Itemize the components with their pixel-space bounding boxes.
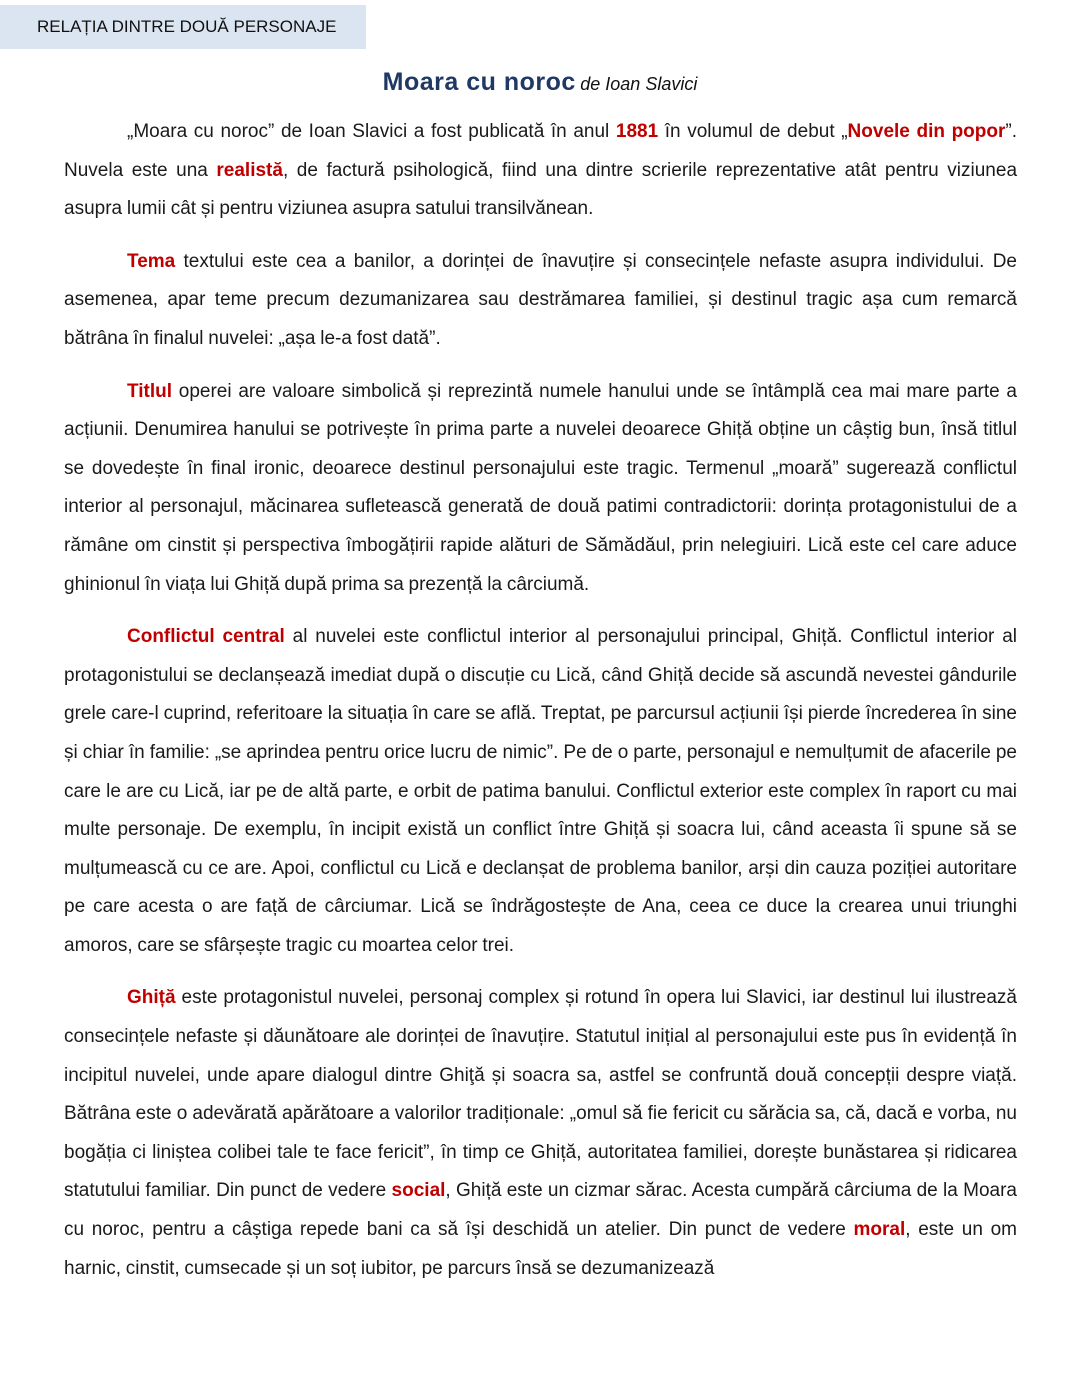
paragraph-text: operei are valoare simbolică și reprezintă numele hanului unde se întâmplă cea mai mare parte a acțiunii. Denumirea hanului se potrivește în prima parte a nuvelei deoarece Ghiță obține un câștig bun, însă titlul se dovedește în final ironic, deoarece destinul personajului este tragic. Termenul „moară” sugerează conflictul interior al personajul, măcinarea sufletească generată de două patimi contradictorii: dorința protagonistului de a rămâne om cinstit și perspectiva îmbogățirii rapide alături de Sămădăul, prin nelegiuiri. Lică este cel care aduce ghinionul în viața lui Ghiță după prima sa prezență la cârciumă. [64,380,1017,595]
highlighted-term: Conflictul central [127,626,285,648]
highlighted-term: social [391,1180,446,1202]
highlighted-term: Tema [127,250,176,272]
body-paragraph [64,113,1017,229]
paragraph-text: „Moara cu noroc” de Ioan Slavici a fost publicată în anul [127,121,616,142]
paragraph-text: , Ghiță este un cizmar sărac. Acesta cumpără cârciuma de la Moara cu noroc, pentru a câștiga repede bani ca să își deschidă un atelier. Din punct de vedere [64,1180,1017,1241]
paragraph-text: , este un om harnic, cinstit, cumsecade și un soț iubitor, pe parcurs însă se dezumanizează [64,1219,1017,1279]
body-paragraph [64,243,1017,359]
work-author: de Ioan Slavici [580,74,698,94]
paragraph-text: textului este cea a banilor, a dorinței de înavuțire și consecințele nefaste asupra individului. De asemenea, apar teme precum dezumanizarea sau destrămarea familiei, și destinul tragic așa cum remarcă bătrâna în finalul nuvelei: „așa le-a fost dată”. [64,250,1017,349]
body-paragraph [64,979,1017,1288]
highlighted-term: Ghiță [127,987,176,1009]
document-title [0,62,1080,106]
paragraph-text: , de factură psihologică, fiind una dintre scrierile reprezentative atât pentru viziunea asupra lumii cât și pentru viziunea asupra satului transilvănean. [64,159,1018,220]
body-paragraph [64,373,1017,605]
body-paragraph [64,618,1017,965]
paragraph-text: în volumul de debut „ [658,121,848,142]
highlighted-term: realistă [216,159,283,181]
paragraph-text: ”. Nuvela este una [64,121,1017,181]
paragraph-text: este protagonistul nuvelei, personaj complex și rotund în opera lui Slavici, iar destinul lui ilustrează consecințele nefaste și dăunătoare ale dorinței de înavuțire. Statutul inițial al personajului este pus în evidență în incipitul nuvelei, unde apare dialogul dintre Ghiţă și soacra sa, astfel se confruntă două concepții despre viață. Bătrâna este o adevărată apărătoare a valorilor tradiționale: „omul să fie fericit cu sărăcia sa, că, dacă e vorba, nu bogăția ci liniștea colibei tale te face fericit”, în timp ce Ghiță, autoritatea familiei, dorește bunăstarea și ridicarea statutului familiar. Din punct de vedere [64,987,1017,1202]
highlighted-term: Novele din popor [847,121,1006,142]
highlighted-term: moral [853,1219,906,1241]
document-body [64,113,1017,1302]
highlighted-term: Titlul [127,380,173,402]
highlighted-term: 1881 [615,121,659,142]
section-header-tab [0,5,366,49]
paragraph-text: al nuvelei este conflictul interior al personajului principal, Ghiță. Conflictul interior al protagonistului se declanșează imediat după o discuție cu Lică, când Ghiță decide să ascundă nevestei gândurile grele care-l cuprind, referitoare la situația în care se află. Treptat, pe parcursul acțiunii își pierde încrederea în sine și chiar în familie: „se aprindea pentru orice lucru de nimic”. Pe de o parte, personajul e nemulțumit de afacerile pe care le are cu Lică, iar pe de altă parte, e orbit de patima banului. Conflictul exterior este complex în raport cu mai multe personaje. De exemplu, în incipit există un conflict între Ghiță și soacra lui, când aceasta îi spune să se mulțumească cu ce are. Apoi, conflictul cu Lică e declanșat de problema banilor, arși din cauza poziției autoritare pe care acesta o are față de cârciumar. Lică se îndrăgostește de Ana, ceea ce duce la crearea unui triunghi amoros, care se sfârșește tragic cu moartea celor trei. [64,626,1017,956]
work-title: Moara cu noroc [382,68,576,96]
section-header-label: RELAȚIA DINTRE DOUĂ PERSONAJE [37,17,337,36]
